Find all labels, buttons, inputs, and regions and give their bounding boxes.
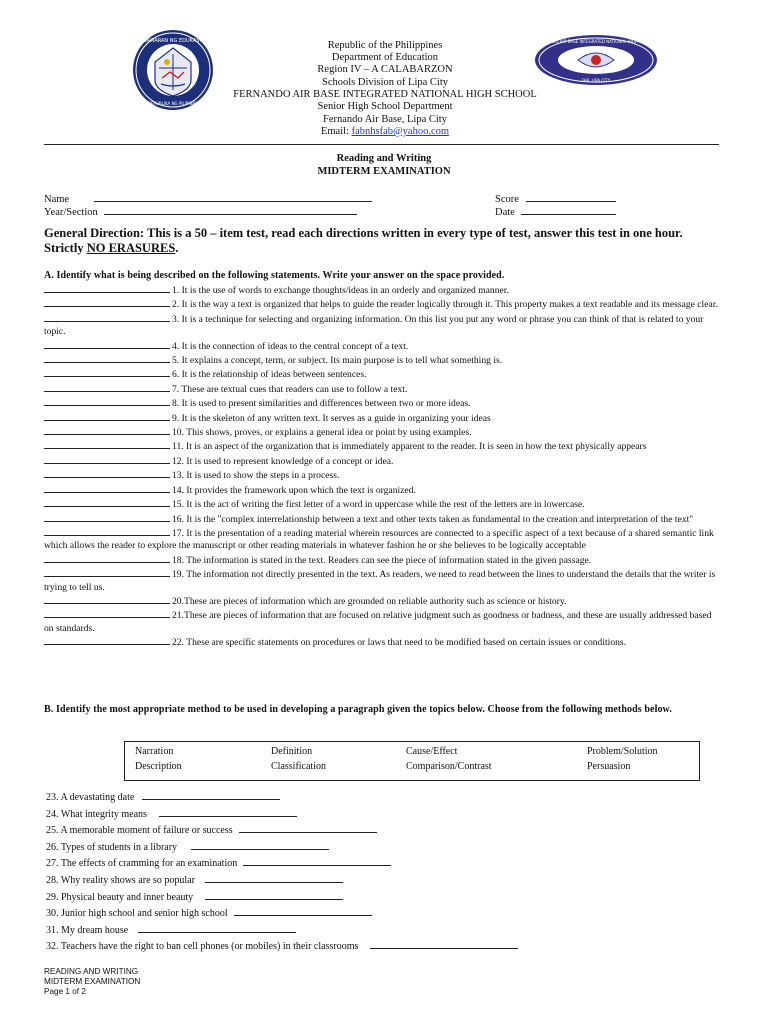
method-narration: Narration (135, 746, 174, 757)
address: Fernando Air Base, Lipa City (323, 114, 447, 125)
answer-blank[interactable] (205, 889, 343, 900)
topic-item (46, 822, 666, 839)
date-label: Date (495, 207, 515, 218)
email-line (180, 126, 590, 139)
answer-blank[interactable] (44, 594, 170, 604)
method-classification: Classification (271, 761, 326, 772)
topic-text: 23. A devastating date (46, 792, 135, 803)
topic-item (46, 806, 666, 823)
topic-text: 32. Teachers have the right to ban cell phones (or mobiles) in their classrooms (46, 941, 359, 953)
answer-blank[interactable] (44, 283, 170, 293)
answer-blank[interactable] (44, 553, 170, 563)
answer-blank[interactable] (44, 635, 170, 645)
topic-text: 24. What integrity means (46, 808, 147, 820)
name-blank[interactable] (94, 191, 372, 202)
topic-item (46, 905, 666, 922)
question-item (44, 425, 720, 439)
answer-blank[interactable] (44, 367, 170, 377)
year-section-blank[interactable] (104, 204, 357, 215)
method-problem-solution: Problem/Solution (587, 746, 658, 757)
question-text: 9. It is the skeleton of any written text. It serves as a guide in organizing your ideas (172, 412, 491, 424)
answer-blank[interactable] (44, 468, 170, 478)
answer-blank[interactable] (44, 439, 170, 449)
question-item (44, 411, 720, 425)
topic-item (46, 839, 666, 856)
answer-blank[interactable] (44, 396, 170, 406)
general-direction-emphasis: NO ERASURES (86, 241, 176, 255)
answer-blank[interactable] (44, 297, 170, 307)
general-direction-text: General Direction: This is a 50 – item test, read each directions written in every type of test, answer this test in one hour. Strictly (44, 226, 683, 255)
left-seal-text: KAGAWARAN NG EDUKASYON (136, 38, 210, 44)
answer-blank[interactable] (44, 497, 170, 507)
topic-item (46, 889, 666, 906)
answer-blank[interactable] (44, 425, 170, 435)
name-label: Name (44, 194, 70, 205)
year-section-label: Year/Section (44, 207, 98, 218)
right-seal-text: FERNANDO AIR BASE INTEGRATED NATIONAL HIGH SCHOOL (535, 39, 657, 44)
question-item (44, 635, 720, 649)
answer-blank[interactable] (44, 608, 170, 618)
answer-blank[interactable] (159, 806, 297, 817)
question-text: 22. These are specific statements on procedures or laws that need to be modified based on certain issues or conditions. (172, 637, 627, 649)
answer-blank[interactable] (191, 839, 329, 850)
topic-item (46, 872, 666, 889)
answer-blank[interactable] (243, 855, 391, 866)
answer-blank[interactable] (44, 382, 170, 392)
right-seal-bottom: FAB, LIPA CITY (581, 78, 611, 83)
topic-text: 28. Why reality shows are so popular (46, 874, 195, 886)
question-item (44, 608, 720, 635)
answer-blank[interactable] (44, 339, 170, 349)
question-text: 10. This shows, proves, or explains a general idea or point by using examples. (172, 427, 472, 439)
section-a-list (44, 283, 720, 650)
topic-item (46, 922, 666, 939)
question-text: 6. It is the relationship of ideas between sentences. (172, 369, 367, 381)
question-text: 8. It is used to present similarities and differences between two or more ideas. (172, 398, 471, 410)
answer-blank[interactable] (138, 922, 296, 933)
answer-blank[interactable] (44, 454, 170, 464)
question-text: 17. It is the presentation of a reading material wherein resources are connected to a specific aspect of a text because of a shared semantic link which allows the reader to explore the manuscript or other reading materials in whatever fashion he or she believes to be logically acceptable (44, 527, 714, 552)
topic-text: 31. My dream house (46, 924, 129, 936)
method-description: Description (135, 761, 182, 772)
answer-blank[interactable] (44, 526, 170, 536)
header-line-4: Schools Division of Lipa City (322, 77, 448, 88)
question-item (44, 483, 720, 497)
question-text: 11. It is an aspect of the organization that is immediately apparent to the reader. It is seen in how the text physically appears (172, 441, 647, 453)
footer-line-2: MIDTERM EXAMINATION (44, 977, 141, 986)
question-item (44, 454, 720, 468)
question-text: 2. It is the way a text is organized that helps to guide the reader logically through it. This property makes a text readable and its message clear. (172, 299, 718, 311)
question-item (44, 312, 720, 339)
question-item (44, 468, 720, 482)
name-field (44, 191, 372, 205)
answer-blank[interactable] (142, 789, 280, 800)
question-item (44, 497, 720, 511)
method-persuasion: Persuasion (587, 761, 631, 772)
answer-blank[interactable] (370, 938, 518, 949)
question-text: 14. It provides the framework upon which the text is organized. (172, 484, 416, 496)
section-b-list (46, 789, 666, 955)
question-text: 18. The information is stated in the text. Readers can see the piece of information stated in the given passage. (172, 554, 592, 566)
answer-blank[interactable] (44, 312, 170, 322)
question-text: 7. These are textual cues that readers can use to follow a text. (172, 383, 408, 395)
footer-page-number: Page 1 of 2 (44, 987, 86, 996)
topic-text: 27. The effects of cramming for an examination (46, 858, 238, 870)
question-item (44, 594, 720, 608)
topic-text: 29. Physical beauty and inner beauty (46, 891, 194, 903)
question-text: 1. It is the use of words to exchange thoughts/ideas in an orderly and organized manner. (172, 285, 509, 296)
date-field (495, 204, 616, 218)
year-section-field (44, 204, 357, 218)
question-item (44, 382, 720, 396)
header-line-2: Department of Education (331, 52, 439, 63)
question-item (44, 283, 720, 297)
answer-blank[interactable] (234, 905, 372, 916)
question-text: 13. It is used to show the steps in a process. (172, 470, 340, 482)
topic-item (46, 789, 666, 806)
section-a-heading: A. Identify what is being described on the following statements. Write your answer on the space provided. (44, 270, 505, 281)
answer-blank[interactable] (239, 822, 377, 833)
method-definition: Definition (271, 746, 313, 757)
question-text: 12. It is used to represent knowledge of a concept or idea. (172, 455, 394, 467)
topic-text: 26. Types of students in a library (46, 841, 178, 853)
question-item (44, 439, 720, 453)
method-cause-effect: Cause/Effect (406, 746, 458, 757)
question-text: 19. The information not directly presented in the text. As readers, we need to read between the lines to understand the details that the writer is trying to tell us. (44, 569, 716, 593)
methods-box (124, 741, 700, 781)
topic-text: 30. Junior high school and senior high school (46, 908, 228, 920)
exam-type: MIDTERM EXAMINATION (317, 166, 451, 177)
question-item (44, 512, 720, 526)
score-field (495, 191, 616, 205)
footer-line-1: READING AND WRITING (44, 967, 139, 976)
question-item (44, 526, 720, 553)
answer-blank[interactable] (205, 872, 343, 883)
topic-item (46, 938, 666, 955)
general-direction-end: . (175, 241, 179, 255)
score-blank[interactable] (526, 191, 616, 202)
exam-subject: Reading and Writing (336, 153, 432, 164)
email-label: Email: (320, 126, 349, 137)
answer-blank[interactable] (44, 512, 170, 522)
question-text: 3. It is a technique for selecting and organizing information. On this list you put any word or phrase you can think of that is related to your topic. (44, 313, 704, 338)
general-direction (44, 226, 724, 256)
school-name: FERNANDO AIR BASE INTEGRATED NATIONAL HIGH SCHOOL (233, 89, 537, 100)
header-divider (44, 144, 719, 145)
answer-blank[interactable] (44, 411, 170, 421)
left-seal-bottom: REPUBLIKA NG PILIPINAS (148, 101, 198, 106)
question-item (44, 553, 720, 567)
question-text: 15. It is the act of writing the first letter of a word in uppercase while the rest of the letters are in lowercase. (172, 499, 585, 511)
header-line-1: Republic of the Philippines (327, 40, 443, 51)
question-text: 4. It is the connection of ideas to the central concept of a text. (172, 340, 409, 352)
topic-item (46, 855, 666, 872)
header-line-3: Region IV – A CALABARZON (317, 64, 453, 75)
topic-text: 25. A memorable moment of failure or success (46, 825, 233, 837)
date-blank[interactable] (521, 204, 616, 215)
question-text: 5. It explains a concept, term, or subject. Its main purpose is to tell what something is. (172, 355, 503, 367)
email-link[interactable]: fabnhsfab@yahoo.com (351, 126, 450, 137)
method-comparison-contrast: Comparison/Contrast (406, 761, 492, 772)
answer-blank[interactable] (44, 353, 170, 363)
question-item (44, 567, 720, 594)
question-item (44, 353, 720, 367)
question-text: 21.These are pieces of information that are focused on relative judgment such as goodness or badness, and these are usually addressed based on standards. (44, 610, 712, 634)
answer-blank[interactable] (44, 567, 170, 577)
question-text: 20.These are pieces of information which are grounded on reliable authority such as science or history. (172, 595, 567, 607)
score-label: Score (495, 194, 519, 205)
question-item (44, 367, 720, 381)
answer-blank[interactable] (44, 483, 170, 493)
page-footer (44, 967, 140, 997)
question-item (44, 396, 720, 410)
question-item (44, 339, 720, 353)
department: Senior High School Department (317, 101, 453, 112)
question-text: 16. It is the "complex interrelationship between a text and other texts taken as fundamental to the creation and interpretation of the text" (172, 513, 694, 525)
question-item (44, 297, 720, 311)
section-b-heading: B. Identify the most appropriate method to be used in developing a paragraph given the topics below. Choose from the following methods below. (44, 704, 672, 715)
